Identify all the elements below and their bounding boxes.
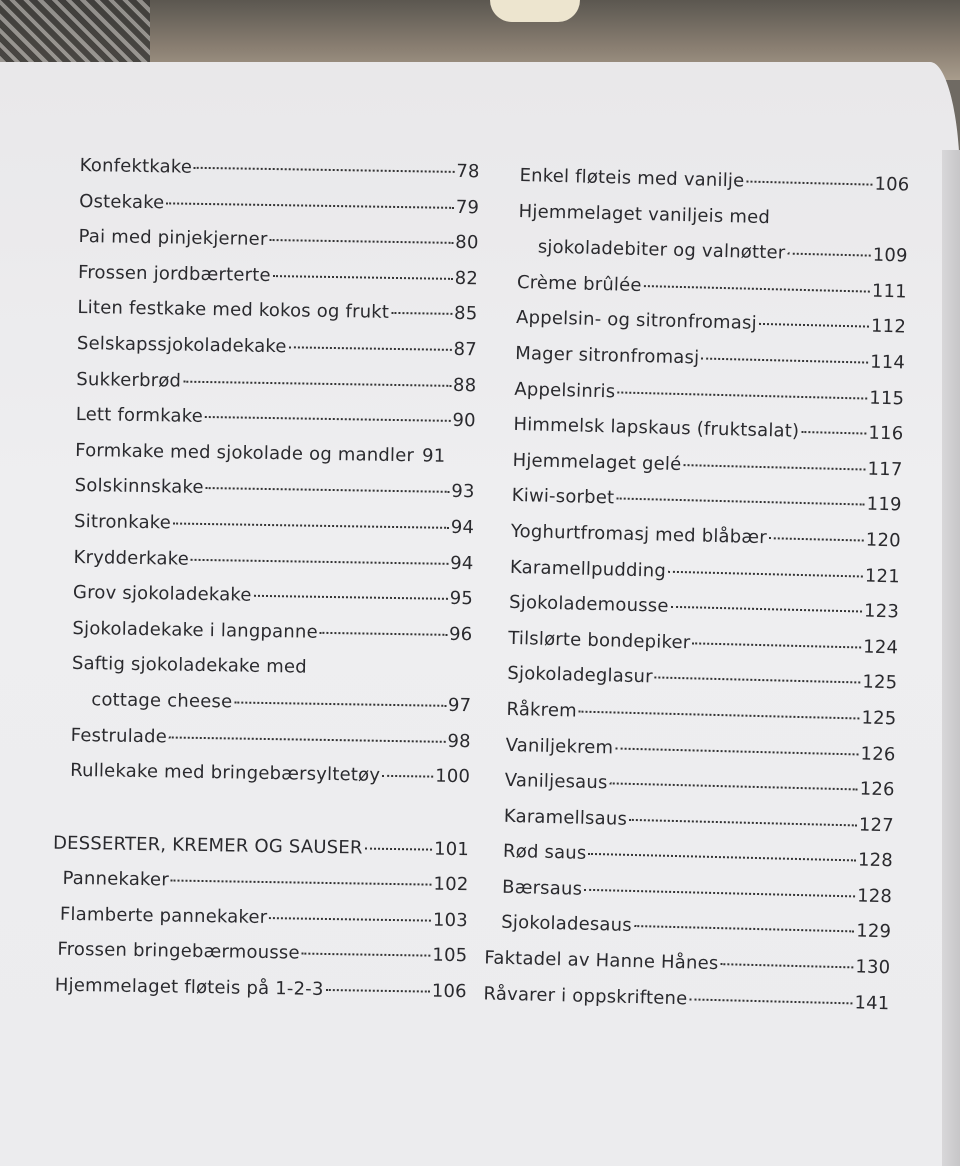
- toc-entry-title: Festrulade: [70, 724, 168, 747]
- toc-entry-title: Mager sitronfromasj: [514, 342, 700, 369]
- toc-entry-title: Hjemmelaget fløteis på 1-2-3: [54, 974, 324, 1000]
- dot-leader: [689, 998, 852, 1004]
- dot-leader: [273, 275, 453, 280]
- background-object: [0, 0, 150, 70]
- toc-entry-title: Saftig sjokoladekake med: [71, 653, 307, 678]
- toc-right-column: [483, 158, 910, 1022]
- dot-leader: [234, 701, 446, 706]
- toc-entry-page: 95: [449, 587, 474, 610]
- dot-leader: [326, 989, 430, 993]
- toc-entry-page: 79: [455, 196, 480, 218]
- toc-entry-page: 94: [450, 552, 474, 574]
- toc-entry-page: 119: [866, 493, 902, 516]
- toc-entry-title: Liten festkake med kokos og frukt: [77, 297, 390, 324]
- toc-entry-title: Sjokoladesaus: [501, 912, 633, 937]
- dot-leader: [634, 925, 854, 932]
- toc-entry-page: 127: [858, 814, 895, 837]
- dot-leader: [655, 677, 861, 684]
- toc-entry-title: Råkrem: [506, 698, 578, 722]
- dot-leader: [671, 606, 862, 613]
- dot-leader: [720, 963, 853, 968]
- toc-entry-title: Crème brûlée: [516, 271, 642, 296]
- toc-entry-title: Grov sjokoladekake: [72, 582, 252, 606]
- toc-entry-page: 91: [421, 445, 446, 467]
- dot-leader: [769, 537, 864, 541]
- dot-leader: [166, 202, 453, 209]
- toc-entry-title: Vaniljekrem: [505, 734, 614, 758]
- toc-entry-page: 128: [856, 885, 893, 908]
- toc-entry-page: 130: [855, 956, 891, 979]
- dot-leader: [173, 522, 449, 528]
- dot-leader: [610, 782, 858, 790]
- toc-entry-title: Solskinnskake: [74, 475, 204, 499]
- toc-entry-title: Flamberte pannekaker: [59, 903, 268, 928]
- dot-leader: [365, 847, 432, 850]
- toc-entry-page: 103: [432, 909, 469, 932]
- dot-leader: [206, 487, 450, 493]
- toc-entry-title: Pannekaker: [62, 868, 170, 891]
- toc-entry-page: 93: [451, 481, 475, 503]
- dot-leader: [205, 416, 451, 422]
- toc-entry-title: Ostekake: [79, 190, 165, 213]
- toc-entry-page: 102: [433, 873, 469, 896]
- toc-entry-title: Sjokoladeglasur: [507, 663, 654, 688]
- toc-entry-title: Konfektkake: [79, 154, 193, 178]
- toc-entry-page: 126: [859, 778, 895, 801]
- page-edge: [942, 150, 960, 1166]
- toc-entry-title: Bærsaus: [501, 876, 583, 900]
- toc-entry-title: Kiwi-sorbet: [511, 485, 615, 509]
- toc-entry-page: 87: [453, 338, 478, 361]
- toc-entry-page: 112: [870, 316, 907, 338]
- dot-leader: [616, 498, 864, 506]
- toc-entry-page: 120: [865, 529, 902, 552]
- toc-entry-title: Enkel fløteis med vanilje: [519, 164, 745, 192]
- dot-leader: [302, 953, 431, 957]
- toc-entry-title: cottage cheese: [91, 689, 233, 713]
- toc-entry-page: 90: [452, 410, 476, 432]
- toc-entry-title: Råvarer i oppskriftene: [483, 983, 688, 1009]
- dot-leader: [171, 880, 432, 886]
- dot-leader: [801, 431, 866, 435]
- toc-entry-title: Vaniljesaus: [504, 769, 608, 794]
- dot-leader: [391, 312, 452, 315]
- toc-entry-page: 78: [456, 160, 480, 183]
- toc-entry-title: Karamellsaus: [503, 805, 628, 830]
- toc-entry-title: Appelsinris: [514, 378, 616, 402]
- toc-entry-title: Rullekake med bringebærsyltetøy: [70, 760, 381, 786]
- toc-entry-page: 117: [867, 458, 903, 481]
- dot-leader: [289, 346, 452, 351]
- background-paper-item: [490, 0, 580, 22]
- toc-entry-title: Sjokolademousse: [508, 591, 669, 617]
- dot-leader: [629, 819, 857, 827]
- toc-entry-page: 123: [863, 600, 900, 623]
- dot-leader: [588, 853, 856, 862]
- toc-entry-title: Frossen jordbærterte: [77, 261, 271, 286]
- dot-leader: [320, 632, 447, 636]
- toc-entry-page: 100: [435, 765, 471, 788]
- toc-entry-page: 106: [874, 173, 910, 196]
- dot-leader: [269, 917, 431, 922]
- toc-entry-title: Hjemmelaget gelé: [512, 449, 682, 475]
- toc-entry-title: Faktadel av Hanne Hånes: [484, 947, 719, 975]
- dot-leader: [701, 357, 868, 363]
- toc-entry-page: 106: [431, 980, 467, 1003]
- toc-entry-page: 109: [872, 244, 908, 267]
- toc-entry-page: 128: [857, 849, 894, 872]
- dot-leader: [584, 889, 855, 898]
- dot-leader: [787, 253, 870, 257]
- toc-entry-page: 126: [860, 743, 896, 765]
- toc-entry-page: 88: [452, 374, 477, 396]
- toc-entry-title: Karamellpudding: [509, 556, 667, 582]
- dot-leader: [644, 285, 870, 293]
- toc-entry-page: 97: [447, 694, 472, 717]
- toc-entry-title: Himmelsk lapskaus (fruktsalat): [513, 414, 800, 443]
- toc-section-title: DESSERTER, KREMER OG SAUSER: [52, 832, 363, 859]
- toc-entry-page: 125: [862, 671, 898, 694]
- toc-entry-page: 125: [861, 707, 897, 730]
- toc-entry-page: 121: [864, 565, 901, 587]
- toc-entry-title: Formkake med sjokolade og mandler: [75, 439, 415, 467]
- toc-entry-title: Yoghurtfromasj med blåbær: [510, 520, 768, 549]
- toc-entry-title: Sjokoladekake i langpanne: [72, 617, 319, 643]
- dot-leader: [746, 181, 872, 186]
- toc-entry-page: 114: [869, 351, 906, 374]
- dot-leader: [191, 558, 448, 564]
- toc-entry-page: 129: [855, 920, 892, 943]
- dot-leader: [692, 642, 861, 648]
- toc-entry-title: Frossen bringebærmousse: [57, 939, 300, 965]
- dot-leader: [615, 747, 858, 755]
- dot-leader: [683, 464, 865, 470]
- toc-entry-title: sjokoladebiter og valnøtter: [537, 236, 786, 264]
- toc-entry: [70, 753, 471, 795]
- toc-entry-page: 96: [448, 623, 473, 645]
- toc-entry-page: 94: [450, 516, 475, 539]
- toc-left-column: [52, 148, 480, 1010]
- toc-entry: [55, 968, 468, 1010]
- toc-entry-title: Sukkerbrød: [76, 368, 182, 392]
- toc-entry-title: Pai med pinjekjerner: [78, 226, 268, 251]
- toc-entry-page: 111: [871, 280, 908, 303]
- toc-entry-title: Lett formkake: [75, 404, 204, 428]
- dot-leader: [269, 239, 453, 244]
- toc-entry-page: 141: [854, 992, 890, 1014]
- toc-entry-title: Sitronkake: [73, 510, 172, 534]
- dot-leader: [759, 323, 869, 328]
- toc-entry-page: 124: [862, 636, 899, 659]
- dot-leader: [579, 711, 860, 720]
- toc-entry-page: 105: [432, 945, 468, 967]
- toc-entry-title: Selskapssjokoladekake: [76, 332, 287, 358]
- toc-entry-page: 98: [447, 730, 471, 752]
- toc-entry-title: Appelsin- og sitronfromasj: [515, 307, 758, 335]
- dot-leader: [254, 595, 448, 600]
- toc-entry-title: Krydderkake: [73, 546, 190, 570]
- dot-leader: [668, 570, 863, 577]
- dot-leader: [183, 380, 451, 386]
- toc-entry-page: 80: [455, 232, 479, 254]
- toc-entry-title: Rød saus: [502, 841, 587, 865]
- toc-section-page: 101: [433, 838, 470, 860]
- toc-entry-title: Tilslørte bondepiker: [508, 627, 691, 654]
- toc-entry-page: 116: [868, 422, 904, 445]
- dot-leader: [194, 167, 454, 173]
- toc-entry-page: 82: [454, 267, 479, 290]
- dot-leader: [382, 775, 433, 778]
- dot-leader: [617, 391, 867, 399]
- toc-entry-page: 115: [869, 387, 905, 410]
- dot-leader: [169, 736, 445, 742]
- toc-entry-title: Hjemmelaget vaniljeis med: [518, 200, 771, 228]
- toc-entry-page: 85: [453, 303, 478, 325]
